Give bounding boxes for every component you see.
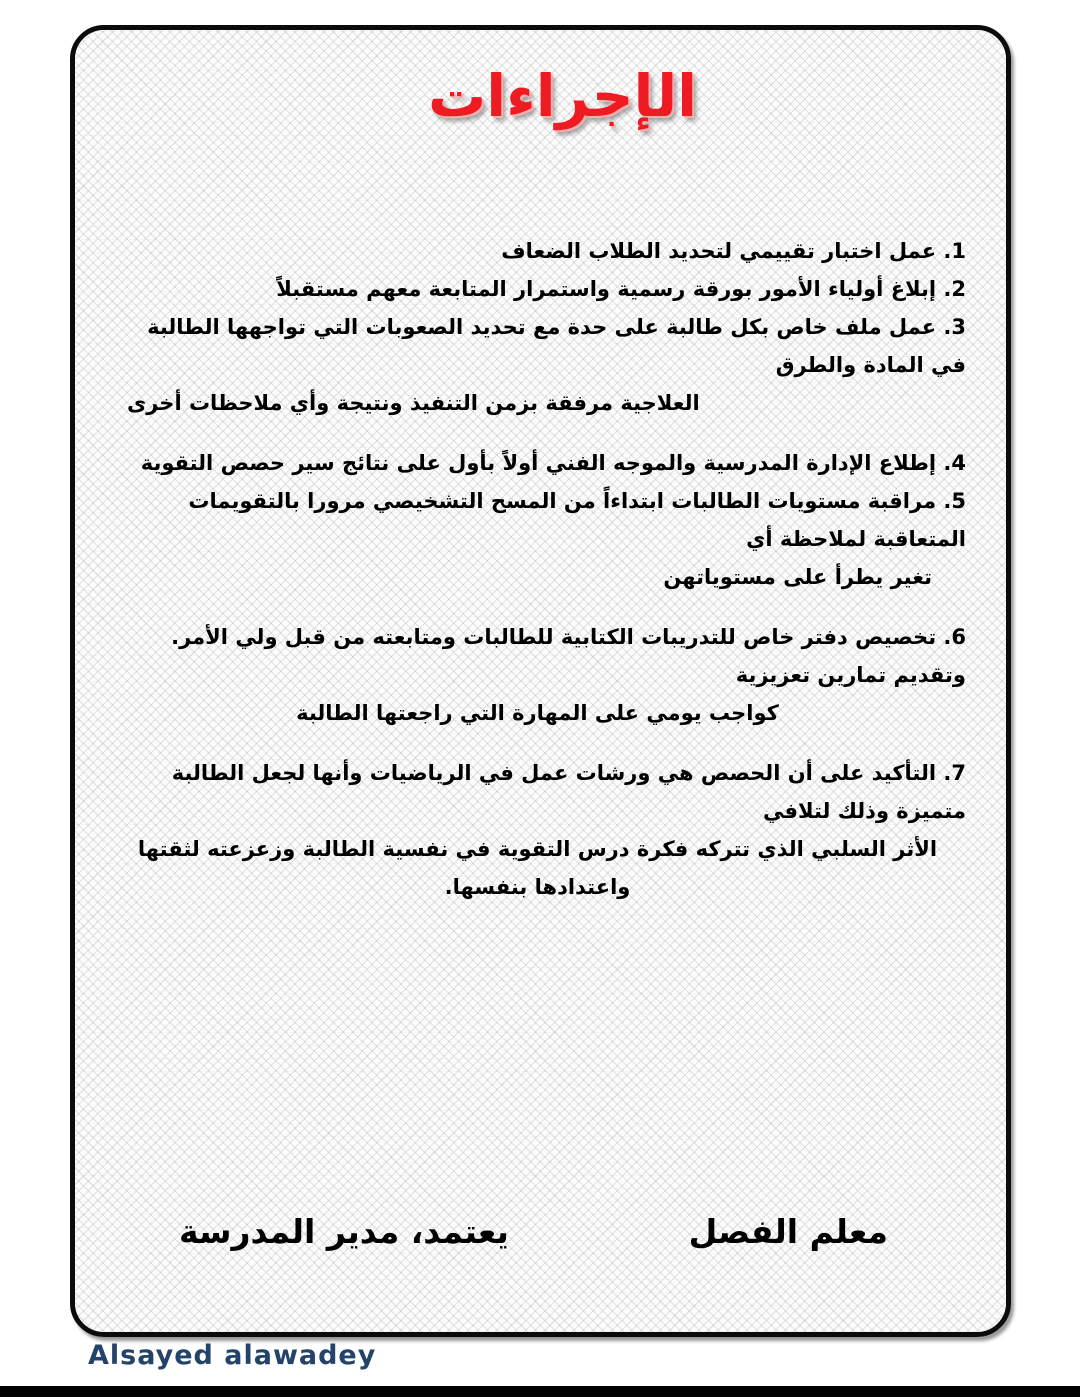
document-page-frame [70, 25, 1011, 1337]
procedures-list [109, 232, 966, 906]
watermark-text: Alsayed alawadey [88, 1340, 377, 1371]
item-text-continuation: الأثر السلبي الذي تتركه فكرة درس التقوية في نفسية الطالبة وزعزعته لثقتها واعتدادها بنفسها. [137, 837, 938, 899]
item-number: 3. [943, 315, 966, 339]
list-item [109, 618, 966, 732]
item-line [109, 308, 966, 384]
item-line [109, 270, 966, 308]
list-item [109, 308, 966, 422]
item-line [109, 232, 966, 270]
item-number: 2. [943, 277, 966, 301]
item-number: 1. [943, 239, 966, 263]
item-text: عمل ملف خاص بكل طالبة على حدة مع تحديد الصعوبات التي تواجهها الطالبة في المادة والطرق [147, 315, 966, 377]
page-title: الإجراءات [427, 62, 697, 130]
item-text: عمل اختبار تقييمي لتحديد الطلاب الضعاف [501, 239, 937, 263]
item-number: 7. [943, 761, 966, 785]
list-item [109, 754, 966, 906]
signature-class-teacher: معلم الفصل [688, 1212, 888, 1251]
bottom-bar [0, 1386, 1080, 1397]
list-item [109, 482, 966, 596]
page-background-pattern [75, 30, 1006, 1332]
item-text-continuation: كواجب يومي على المهارة التي راجعتها الطالبة [296, 701, 779, 725]
signature-school-principal: يعتمد، مدير المدرسة [179, 1212, 509, 1251]
item-number: 5. [943, 489, 966, 513]
item-text: مراقبة مستويات الطالبات ابتداءاً من المسح التشخيصي مرورا بالتقويمات المتعاقبة لملاحظة أي [188, 489, 966, 551]
list-item [109, 444, 966, 482]
list-item [109, 232, 966, 270]
item-text: إطلاع الإدارة المدرسية والموجه الفني أولاً بأول على نتائج سير حصص التقوية [140, 451, 937, 475]
item-line [109, 618, 966, 694]
item-text: التأكيد على أن الحصص هي ورشات عمل في الرياضيات وأنها لجعل الطالبة متميزة وذلك لتلافي [171, 761, 966, 823]
item-text: تخصيص دفتر خاص للتدريبات الكتابية للطالبات ومتابعته من قبل ولي الأمر. وتقديم تمارين تعزيزية [171, 625, 966, 687]
item-number: 6. [943, 625, 966, 649]
signature-row [75, 1212, 1006, 1251]
list-item [109, 270, 966, 308]
item-number: 4. [943, 451, 966, 475]
item-text-continuation: العلاجية مرفقة بزمن التنفيذ ونتيجة وأي ملاحظات أخرى [127, 391, 700, 415]
item-line [109, 754, 966, 830]
item-text-continuation: تغير يطرأ على مستوياتهن [663, 565, 932, 589]
item-text: إبلاغ أولياء الأمور بورقة رسمية واستمرار المتابعة معهم مستقبلاً [276, 277, 937, 301]
item-line [109, 482, 966, 558]
item-line [109, 444, 966, 482]
